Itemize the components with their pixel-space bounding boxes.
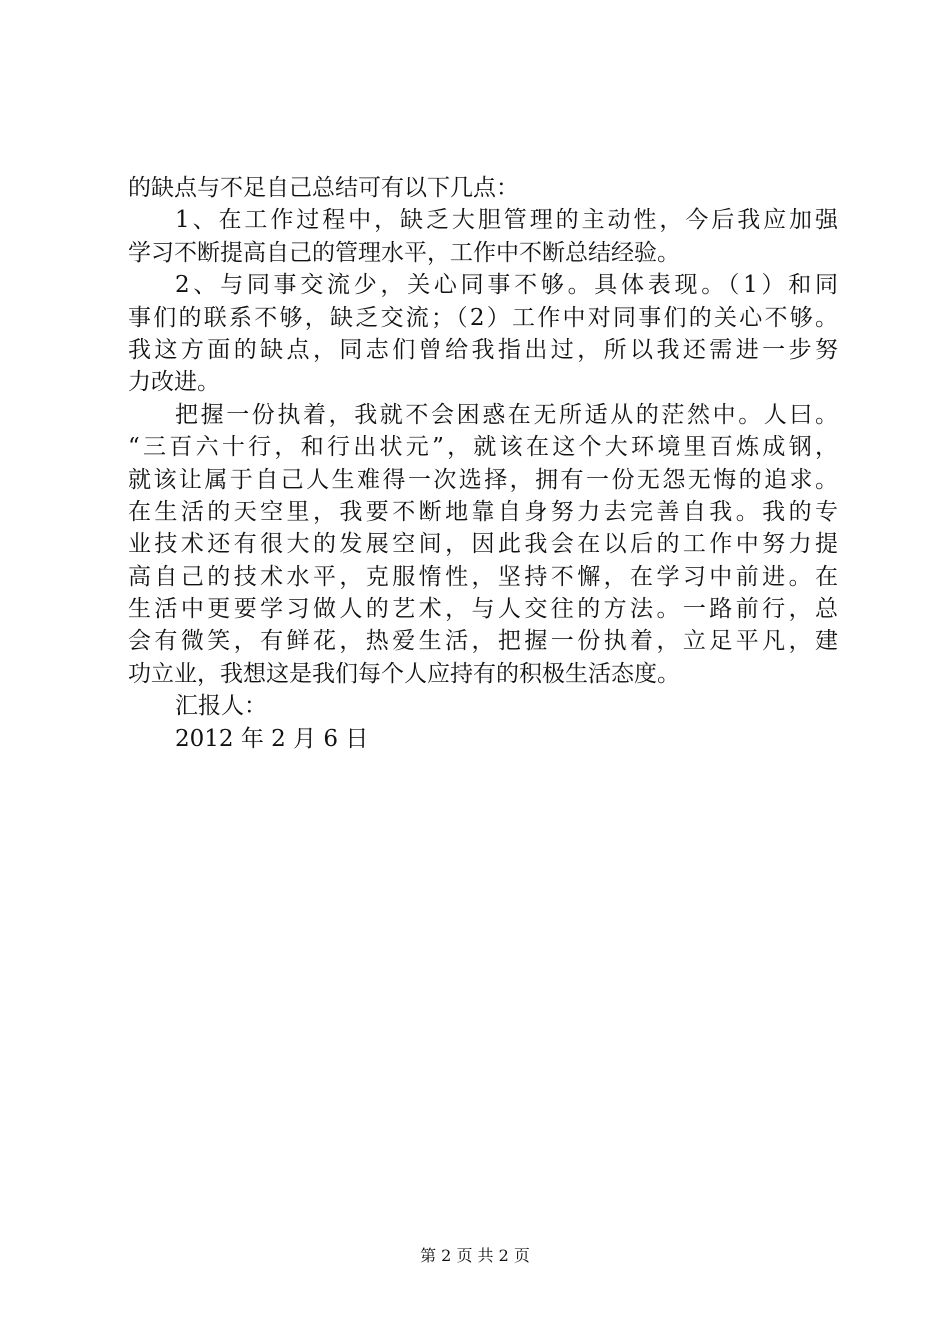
body-line: 我这方面的缺点，同志们曾给我指出过，所以我还需进一步努 — [128, 336, 838, 363]
body-line: 就该让属于自己人生难得一次选择，拥有一份无怨无悔的追求。 — [128, 466, 838, 493]
body-line: 高自己的技术水平，克服惰性，坚持不懈，在学习中前进。在 — [128, 563, 838, 590]
body-line: 1、在工作过程中，缺乏大胆管理的主动性，今后我应加强 — [175, 207, 838, 234]
signature-date: 2012 年 2 月 6 日 — [175, 725, 369, 752]
body-line: 生活中更要学习做人的艺术，与人交往的方法。一路前行，总 — [128, 596, 838, 623]
body-line: 业技术还有很大的发展空间，因此我会在以后的工作中努力提 — [128, 531, 838, 558]
body-line: 把握一份执着，我就不会困惑在无所适从的茫然中。人曰。 — [175, 401, 838, 428]
body-line: 2、与同事交流少，关心同事不够。具体表现。（1）和同 — [175, 272, 838, 299]
body-line: 在生活的天空里，我要不断地靠自身努力去完善自我。我的专 — [128, 498, 838, 525]
body-line: 学习不断提高自己的管理水平，工作中不断总结经验。 — [128, 239, 680, 266]
body-line: “三百六十行，和行出状元”，就该在这个大环境里百炼成钢， — [128, 434, 838, 461]
body-line: 的缺点与不足自己总结可有以下几点： — [128, 175, 519, 201]
document-body — [128, 172, 838, 755]
body-line: 功立业，我想这是我们每个人应持有的积极生活态度。 — [128, 660, 680, 687]
page-footer: 第 2 页 共 2 页 — [420, 1246, 530, 1265]
body-line: 力改进。 — [128, 369, 220, 396]
signature-label: 汇报人： — [175, 693, 267, 720]
body-line: 会有微笑，有鲜花，热爱生活，把握一份执着，立足平凡，建 — [128, 628, 838, 655]
body-line: 事们的联系不够，缺乏交流；（2）工作中对同事们的关心不够。 — [128, 304, 838, 331]
